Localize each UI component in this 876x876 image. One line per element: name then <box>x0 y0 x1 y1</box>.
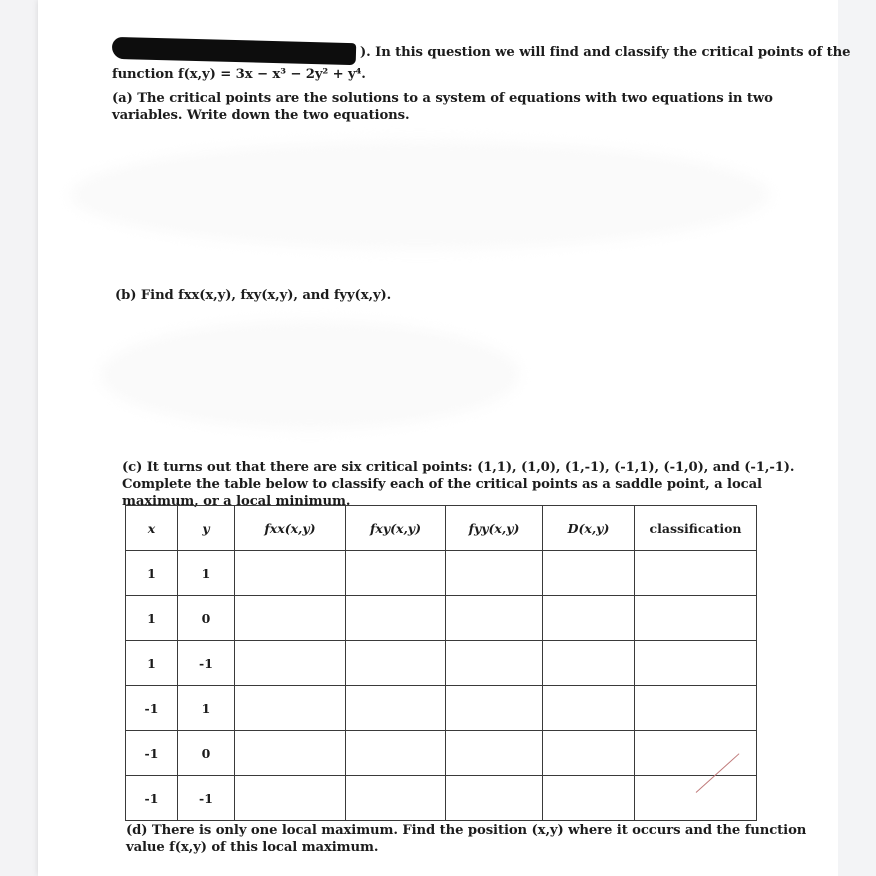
cell-d-blank[interactable] <box>543 596 635 641</box>
cell-fxy-blank[interactable] <box>346 776 446 821</box>
cell-classification-blank[interactable] <box>635 776 757 821</box>
cell-fyy-blank[interactable] <box>446 731 543 776</box>
page-edge-strip <box>838 0 876 876</box>
cell-classification-blank[interactable] <box>635 686 757 731</box>
table-header-row <box>126 506 757 551</box>
erased-area <box>100 320 520 430</box>
erased-area <box>70 140 770 250</box>
table-row <box>126 551 757 596</box>
cell-fxx-blank[interactable] <box>235 551 346 596</box>
cell-fxy-blank[interactable] <box>346 731 446 776</box>
cell-fxy-blank[interactable] <box>346 596 446 641</box>
cell-fxx-blank[interactable] <box>235 641 346 686</box>
header-y: y <box>178 506 235 551</box>
header-fyy: fyy(x,y) <box>446 506 543 551</box>
cell-x: 1 <box>126 596 178 641</box>
question-part-a: (a) The critical points are the solutions to a system of equations with two equations in two variables. Write down the two equations. <box>112 91 773 123</box>
question-part-d: (d) There is only one local maximum. Find the position (x,y) where it occurs and the function value f(x,y) of this local maximum. <box>126 823 807 855</box>
cell-x: -1 <box>126 731 178 776</box>
cell-d-blank[interactable] <box>543 551 635 596</box>
question-part-b: (b) Find fxx(x,y), fxy(x,y), and fyy(x,y). <box>115 288 392 303</box>
header-x: x <box>126 506 178 551</box>
table-row <box>126 731 757 776</box>
table-row <box>126 596 757 641</box>
cell-d-blank[interactable] <box>543 641 635 686</box>
question-part-c: (c) It turns out that there are six critical points: (1,1), (1,0), (1,-1), (-1,1), (-1,0), and (-1,-1). Complete the table below to classify each of the critical points as a saddle point, a local maximum, or a local minimum. <box>122 460 795 509</box>
cell-fxx-blank[interactable] <box>235 596 346 641</box>
cell-y: -1 <box>178 776 235 821</box>
cell-fyy-blank[interactable] <box>446 776 543 821</box>
cell-d-blank[interactable] <box>543 731 635 776</box>
cell-y: 0 <box>178 731 235 776</box>
table-row <box>126 776 757 821</box>
cell-x: 1 <box>126 641 178 686</box>
header-fxx: fxx(x,y) <box>235 506 346 551</box>
cell-fxy-blank[interactable] <box>346 551 446 596</box>
cell-x: -1 <box>126 776 178 821</box>
cell-fyy-blank[interactable] <box>446 641 543 686</box>
cell-fxx-blank[interactable] <box>235 776 346 821</box>
cell-fxy-blank[interactable] <box>346 641 446 686</box>
cell-y: 1 <box>178 686 235 731</box>
cell-d-blank[interactable] <box>543 686 635 731</box>
cell-y: 0 <box>178 596 235 641</box>
header-fxy: fxy(x,y) <box>346 506 446 551</box>
header-d: D(x,y) <box>543 506 635 551</box>
cell-classification-blank[interactable] <box>635 596 757 641</box>
cell-fyy-blank[interactable] <box>446 596 543 641</box>
table-row <box>126 641 757 686</box>
table-row <box>126 686 757 731</box>
cell-x: -1 <box>126 686 178 731</box>
cell-y: -1 <box>178 641 235 686</box>
cell-d-blank[interactable] <box>543 776 635 821</box>
cell-x: 1 <box>126 551 178 596</box>
cell-classification-blank[interactable] <box>635 641 757 686</box>
cell-fyy-blank[interactable] <box>446 686 543 731</box>
intro-text: ). In this question we will find and classify the critical points of the <box>360 45 851 60</box>
cell-y: 1 <box>178 551 235 596</box>
cell-fxy-blank[interactable] <box>346 686 446 731</box>
cell-fyy-blank[interactable] <box>446 551 543 596</box>
cell-fxx-blank[interactable] <box>235 731 346 776</box>
cell-classification-blank[interactable] <box>635 551 757 596</box>
critical-points-table <box>125 505 757 821</box>
header-classification: classification <box>635 506 757 551</box>
function-definition: function f(x,y) = 3x − x³ − 2y² + y⁴. <box>112 67 366 82</box>
cell-fxx-blank[interactable] <box>235 686 346 731</box>
